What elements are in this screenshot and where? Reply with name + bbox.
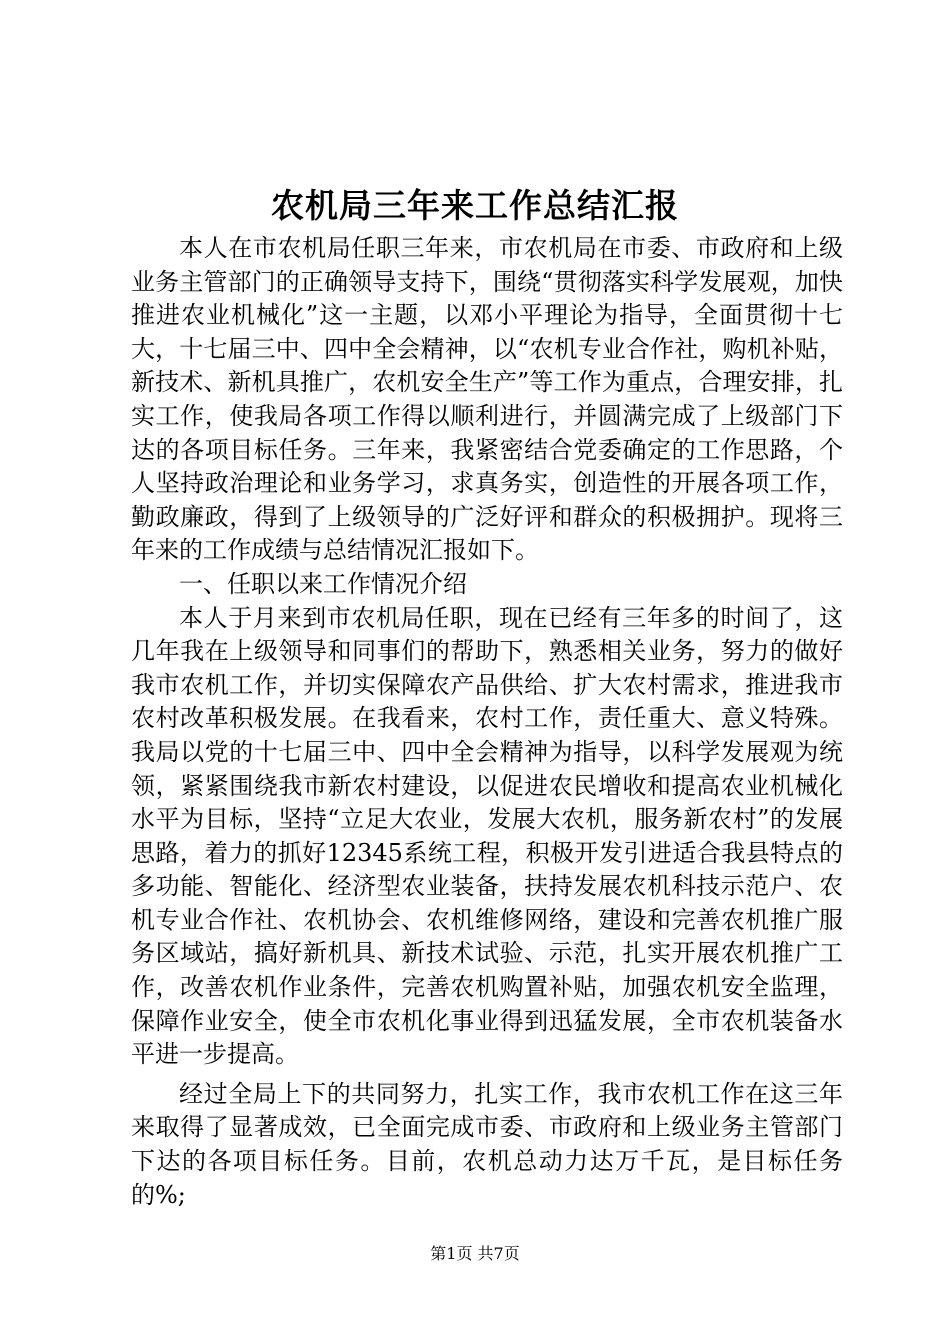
section-heading: 一、任职以来工作情况介绍: [179, 569, 467, 598]
work-overview-paragraph: 本人于月来到市农机局任职，现在已经有三年多的时间了，这几年我在上级领导和同事们的帮助下，熟悉相关业务，努力的做好我市农机工作，并切实保障农产品供给、扩大农村需求，推进我市农村改革积极发展。在我看来，农村工作，责任重大、意义特殊。我局以党的十七届三中、四中全会精神为指导，以科学发展观为统领，紧紧围绕我市新农村建设，以促进农民增收和提高农业机械化水平为目标，坚持“立足大农业，发展大农机，服务新农村”的发展思路，着力的抓好12345系统工程，积极开发引进适合我县特点的多功能、智能化、经济型农业装备，扶持发展农机科技示范户、农机专业合作社、农机协会、农机维修网络，建设和完善农机推广服务区域站，搞好新机具、新技术试验、示范，扎实开展农机推广工作，改善农机作业条件，完善农机购置补贴，加强农机安全监理，保障作业安全，使全市农机化事业得到迅猛发展，全市农机装备水平进一步提高。: [131, 603, 843, 1069]
page-footer: 第1页 共7页: [430, 1244, 520, 1263]
document-body: [131, 232, 843, 1212]
achievements-paragraph: 经过全局上下的共同努力，扎实工作，我市农机工作在这三年来取得了显著成效，已全面完成市委、市政府和上级业务主管部门下达的各项目标任务。目前，农机总动力达万千瓦，是目标任务的%;: [131, 1079, 843, 1209]
document-title: 农机局三年来工作总结汇报: [271, 186, 679, 225]
intro-paragraph: 本人在市农机局任职三年来，市农机局在市委、市政府和上级业务主管部门的正确领导支持下，围绕“贯彻落实科学发展观，加快推进农业机械化”这一主题，以邓小平理论为指导，全面贯彻十七大，十七届三中、四中全会精神，以“农机专业合作社，购机补贴，新技术、新机具推广，农机安全生产”等工作为重点，合理安排，扎实工作，使我局各项工作得以顺利进行，并圆满完成了上级部门下达的各项目标任务。三年来，我紧密结合党委确定的工作思路，个人坚持政治理论和业务学习，求真务实，创造性的开展各项工作，勤政廉政，得到了上级领导的广泛好评和群众的积极拥护。现将三年来的工作成绩与总结情况汇报如下。: [131, 234, 843, 565]
